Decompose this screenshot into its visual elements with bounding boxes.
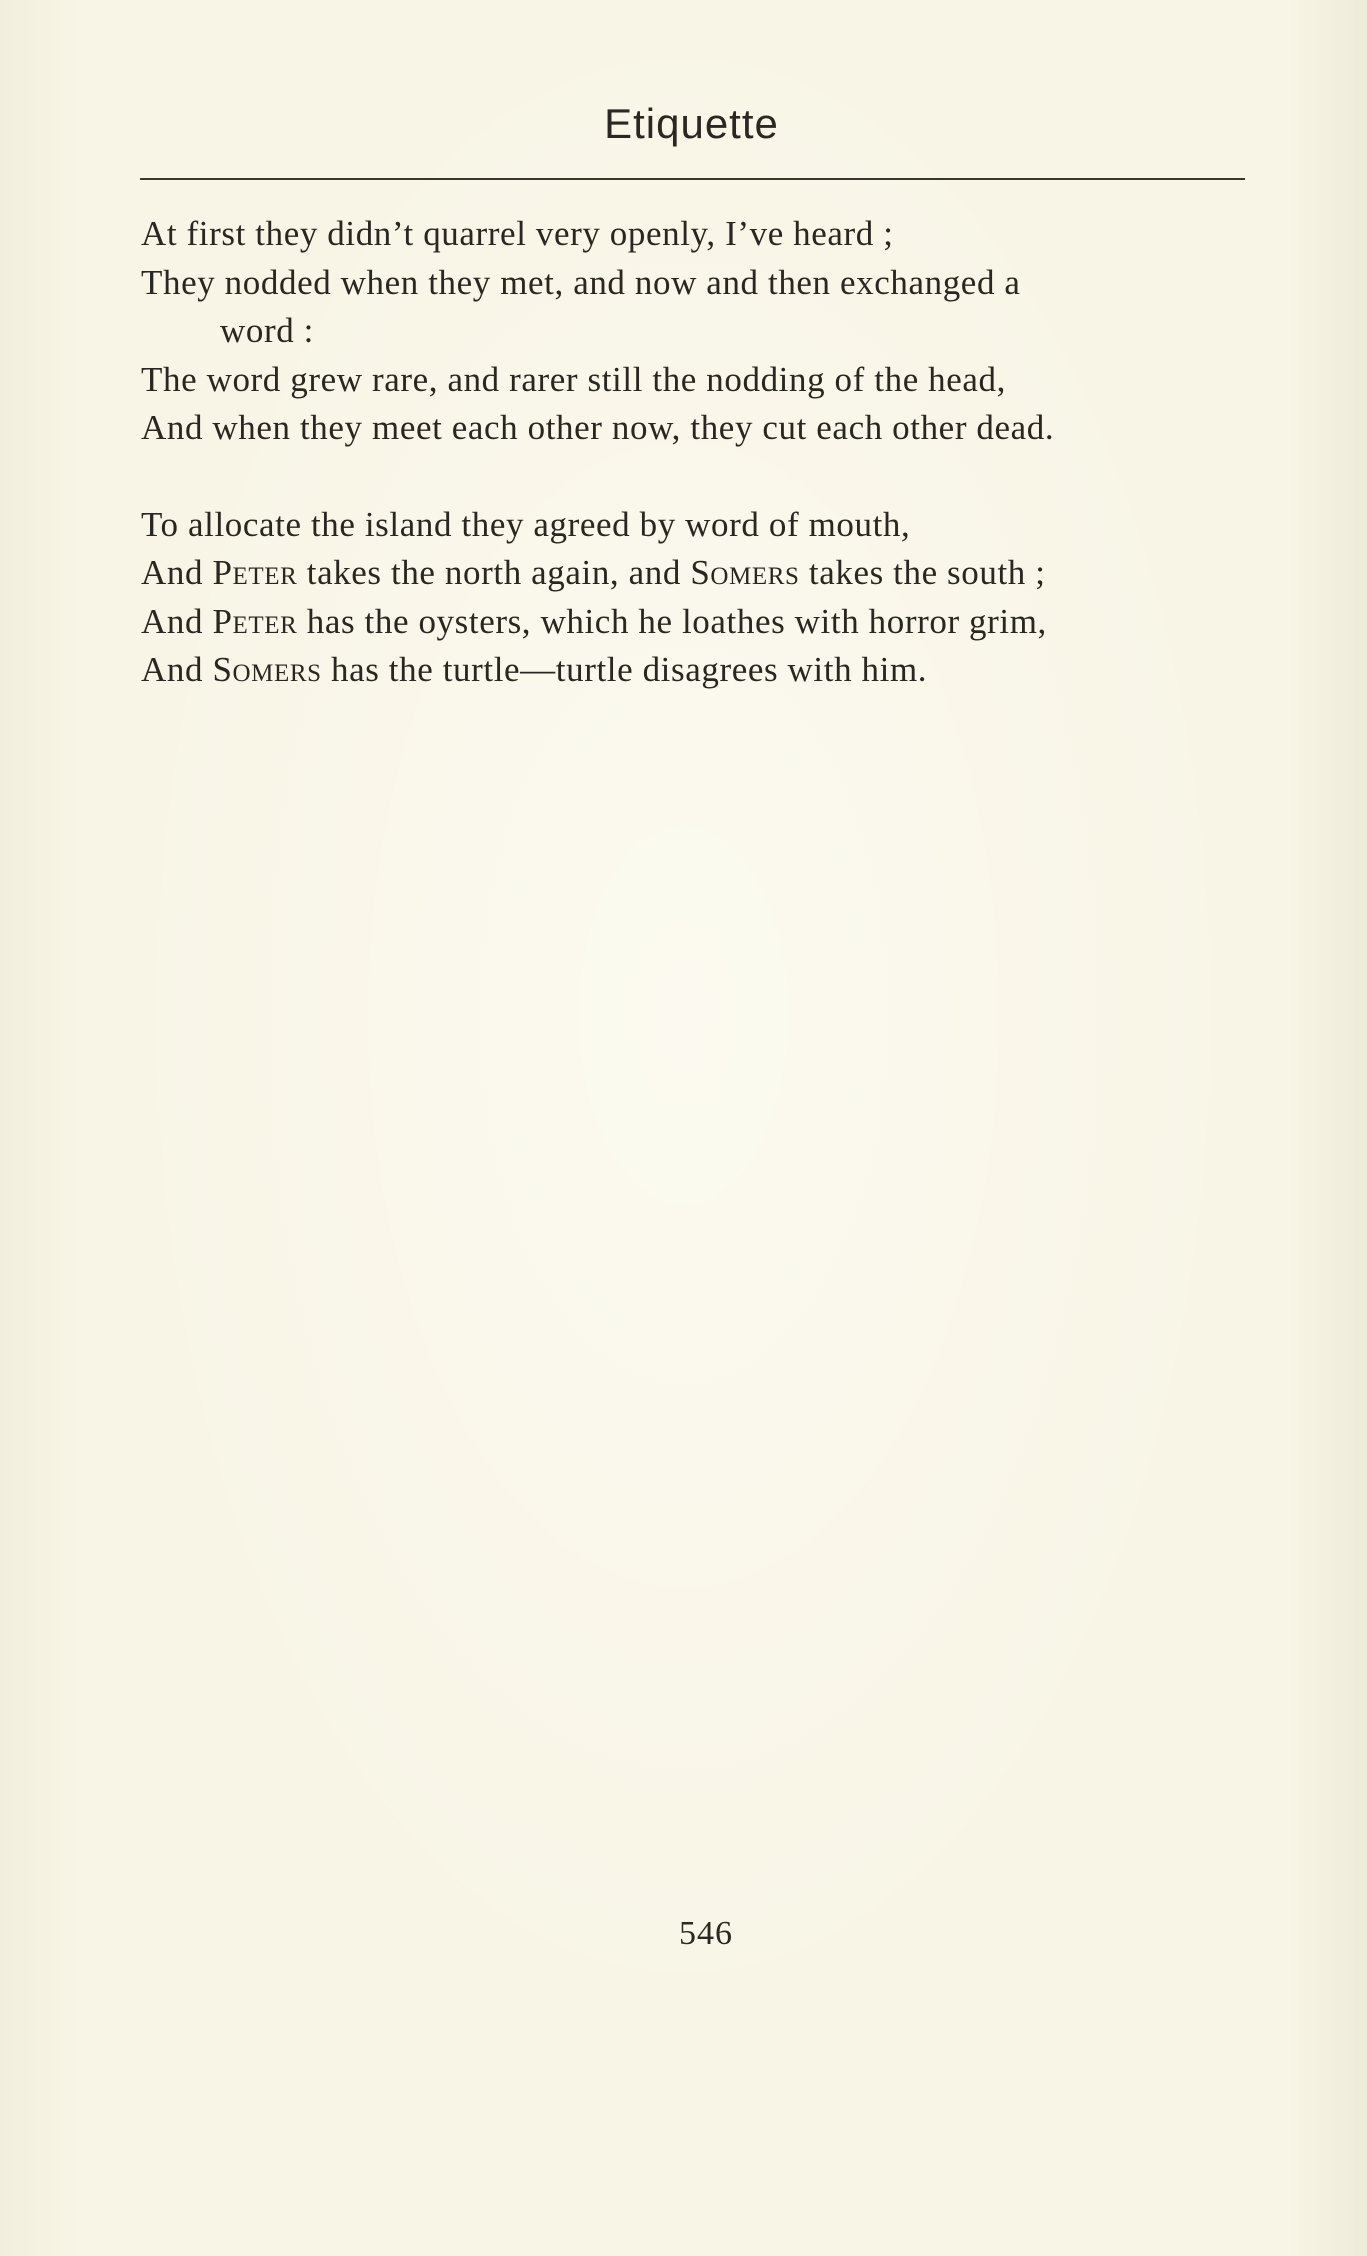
poem-line-continuation: word : <box>220 311 315 350</box>
character-name-somers: Somers <box>212 650 322 689</box>
line-text: takes the north again, and <box>297 553 691 592</box>
poem-line <box>141 646 1251 695</box>
line-text: And <box>141 601 213 641</box>
header-rule <box>140 178 1245 180</box>
line-text: has the oysters, which he loathes with horror grim, <box>297 601 1047 641</box>
poem-line: The word grew rare, and rarer still the nodding of the head, <box>141 359 1006 399</box>
page-number: 546 <box>679 1915 733 1952</box>
poem-line: To allocate the island they agreed by word of mouth, <box>141 504 911 544</box>
line-text: And <box>141 553 213 592</box>
running-head: Etiquette <box>604 100 779 147</box>
line-text: has the turtle—turtle disagrees with him. <box>321 650 928 689</box>
stanza-1 <box>141 210 1251 453</box>
poem-line: And when they meet each other now, they cut each other dead. <box>141 408 1055 447</box>
line-text: takes the south ; <box>799 553 1046 592</box>
poem-line <box>141 598 1251 647</box>
poem-body <box>141 210 1251 743</box>
line-text: And <box>141 650 213 689</box>
poem-line: At first they didn’t quarrel very openly, I’ve heard ; <box>141 214 894 253</box>
character-name-somers: Somers <box>690 553 800 592</box>
poem-line <box>141 549 1251 598</box>
character-name-peter: Peter <box>212 553 298 592</box>
stanza-2 <box>141 501 1251 695</box>
poem-line: They nodded when they met, and now and then exchanged a <box>141 262 1021 302</box>
character-name-peter: Peter <box>212 601 298 641</box>
